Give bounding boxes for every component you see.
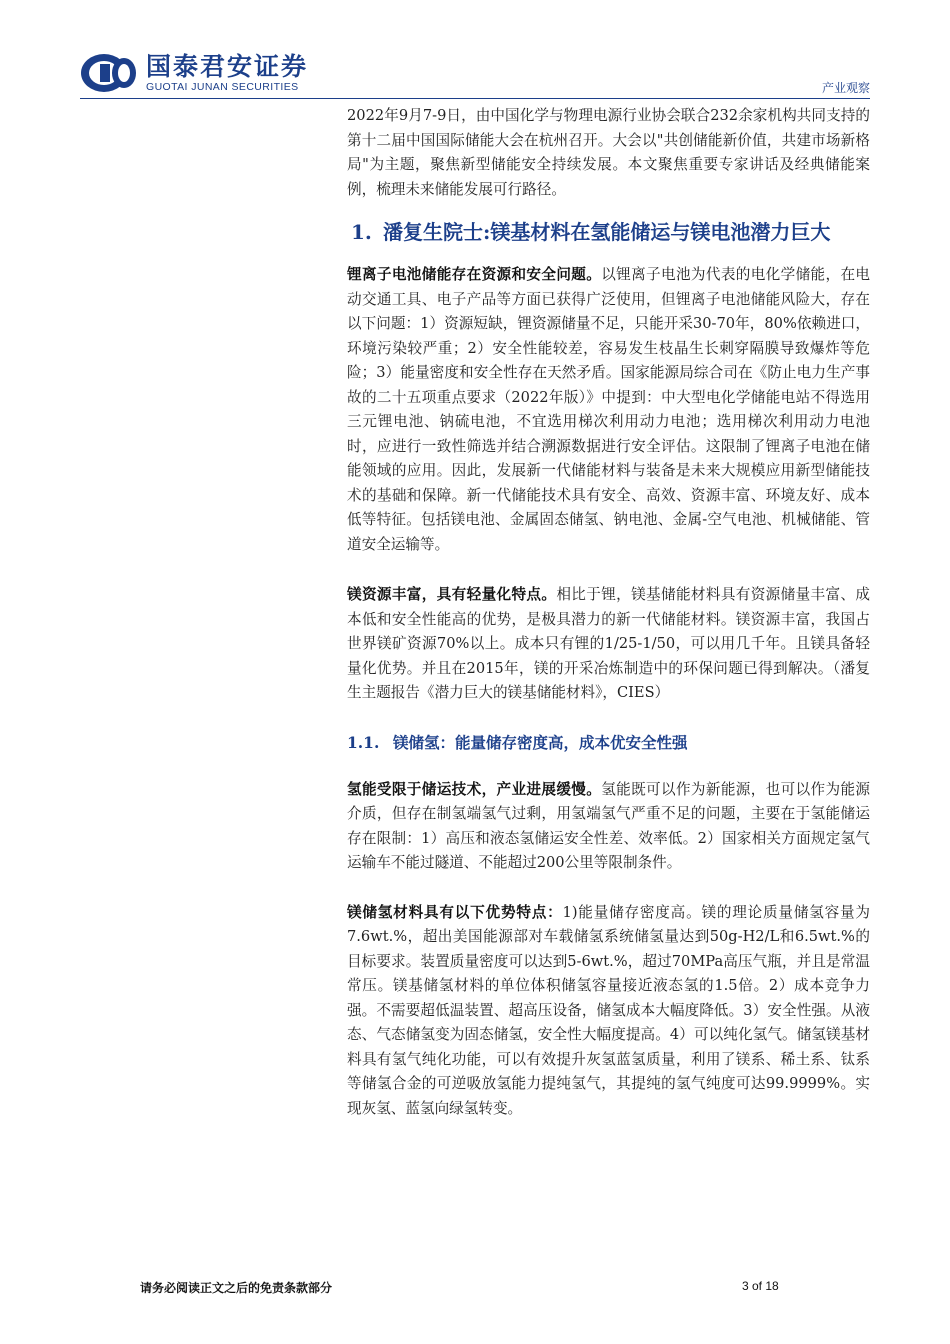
page-number: 3 of 18 — [742, 1279, 779, 1293]
section-1-p1-lead: 锂离子电池储能存在资源和安全问题。 — [347, 266, 602, 283]
intro-paragraph: 2022年9月7-9日，由中国化学与物理电源行业协会联合232余家机构共同支持的第十二届中国国际储能大会在杭州召开。大会以"共创储能新价值，共建市场新格局"为主题，聚焦新型储能安全持续发展。本文聚焦重要专家讲话及经典储能案例，梳理未来储能发展可行路径。 — [347, 107, 870, 198]
footer-disclaimer: 请务必阅读正文之后的免责条款部分 — [140, 1281, 333, 1295]
logo-english-name: GUOTAI JUNAN SECURITIES — [146, 81, 299, 93]
section-1-1-p1-lead: 氢能受限于储运技术，产业进展缓慢。 — [347, 780, 602, 798]
logo-chinese-name: 国泰君安证券 — [146, 52, 309, 81]
main-content — [347, 104, 870, 1121]
header-divider — [80, 98, 870, 99]
section-tag: 产业观察 — [821, 81, 870, 95]
company-logo — [80, 52, 308, 94]
section-1-1-paragraph-1 — [347, 778, 870, 876]
section-1-p2-lead: 镁资源丰富，具有轻量化特点。 — [347, 586, 557, 603]
section-1-paragraph-2 — [347, 583, 870, 706]
section-1-paragraph-1 — [347, 263, 870, 557]
section-1-1-number: 1.1. — [347, 732, 380, 752]
section-1-p1-body: 以锂离子电池为代表的电化学储能，在电动交通工具、电子产品等方面已获得广泛使用，但锂离子电池储能风险大，存在以下问题：1）资源短缺，锂资源储量不足，只能开采30-70年，80%依赖进口，环境污染较严重；2）安全性能较差，容易发生枝晶生长刺穿隔膜导致爆炸等危险；3）能量密度和安全性存在天然矛盾。国家能源局综合司在《防止电力生产事故的二十五项重点要求（2022年版）》中提到：中大型电化学储能电站不得选用三元锂电池、钠硫电池，不宜选用梯次利用动力电池；选用梯次利用动力电池时，应进行一致性筛选并结合溯源数据进行安全评估。这限制了锂离子电池在储能领域的应用。因此，发展新一代储能材料与装备是未来大规模应用新型储能技术的基础和保障。新一代储能技术具有安全、高效、资源丰富、环境友好、成本低等特征。包括镁电池、金属固态储氢、钠电池、金属-空气电池、机械储能、管道安全运输等。 — [347, 266, 870, 553]
section-1-1-p1-body: 氢能既可以作为新能源，也可以作为能源介质，但存在制氢端氢气过剩，用氢端氢气严重不足的问题，主要在于氢能储运存在限制：1）高压和液态氢储运安全性差、效率低。2）国家相关方面规定氢气运输车不能过隧道、不能超过200公里等限制条件。 — [347, 780, 870, 871]
section-1-1-p2-lead: 镁储氢材料具有以下优势特点： — [347, 903, 563, 921]
guotai-junan-logo-icon — [80, 52, 138, 94]
section-1-p2-body: 相比于锂，镁基储能材料具有资源储量丰富、成本低和安全性能高的优势，是极具潜力的新一代储能材料。镁资源丰富，我国占世界镁矿资源70%以上。成本只有锂的1/25-1/50，可以用几千年。且镁具备轻量化优势。并且在2015年，镁的开采冶炼制造中的环保问题已得到解决。（潘复生主题报告《潜力巨大的镁基储能材料》，CIES） — [347, 586, 870, 701]
section-1-title: 潘复生院士:镁基材料在氢能储运与镁电池潜力巨大 — [383, 220, 831, 244]
section-1-1-heading — [347, 731, 870, 755]
section-1-1-paragraph-2 — [347, 901, 870, 1122]
section-1-heading — [347, 210, 870, 255]
section-1-number: 1. — [351, 220, 372, 244]
section-1-1-p2-body: 1)能量储存密度高。镁的理论质量储氢容量为7.6wt.%，超出美国能源部对车载储氢系统储氢量达到50g-H2/L和6.5wt.%的目标要求。装置质量密度可以达到5-6wt.%，超过70MPa高压气瓶，并且是常温常压。镁基储氢材料的单位体积储氢容量接近液态氢的1.5倍。2）成本竞争力强。不需要超低温装置、超高压设备，储氢成本大幅度降低。3）安全性强。从液态、气态储氢变为固态储氢，安全性大幅度提高。4）可以纯化氢气。储氢镁基材料具有氢气纯化功能，可以有效提升灰氢蓝氢质量，利用了镁系、稀土系、钛系等储氢合金的可逆吸放氢能力提纯氢气，其提纯的氢气纯度可达99.9999%。实现灰氢、蓝氢向绿氢转变。 — [347, 903, 870, 1117]
section-1-1-title: 镁储氢：能量储存密度高，成本优安全性强 — [393, 732, 688, 752]
